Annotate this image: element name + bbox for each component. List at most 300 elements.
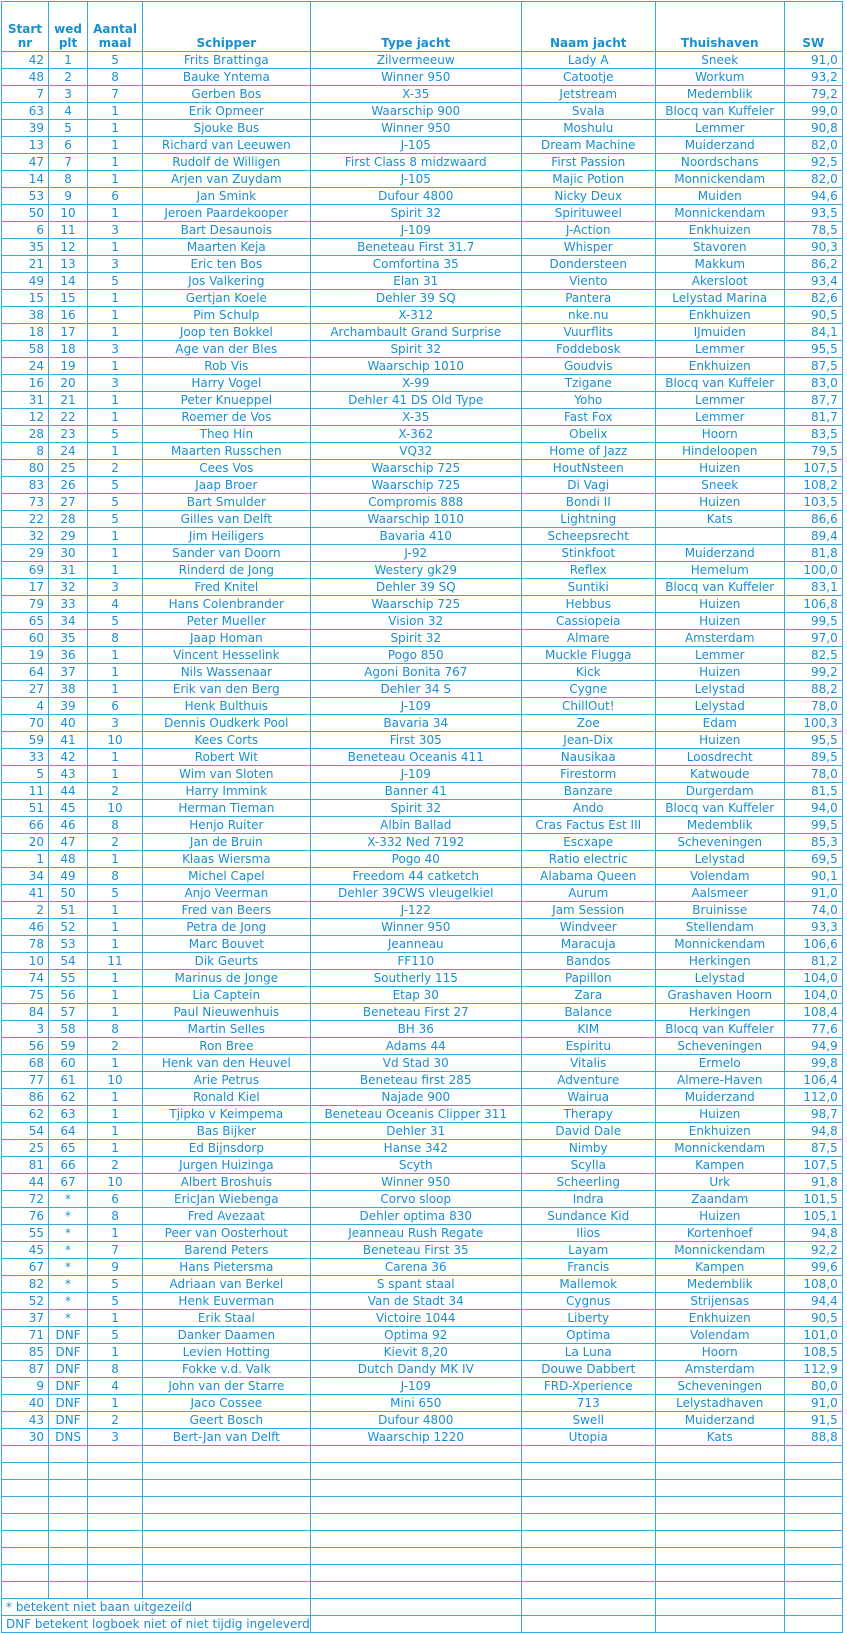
naam-jacht-cell: Espiritu xyxy=(521,1038,655,1055)
start-nr-cell: 15 xyxy=(2,290,49,307)
thuishaven-cell: Edam xyxy=(655,715,784,732)
aantal-maal-cell: 1 xyxy=(88,137,143,154)
wed-plt-cell: 31 xyxy=(48,562,87,579)
aantal-maal-cell: 1 xyxy=(88,103,143,120)
start-nr-cell: 59 xyxy=(2,732,49,749)
naam-jacht-cell: Wairua xyxy=(521,1089,655,1106)
naam-jacht-cell: Swell xyxy=(521,1412,655,1429)
schipper-cell: Anjo Veerman xyxy=(142,885,310,902)
start-nr-cell: 39 xyxy=(2,120,49,137)
naam-jacht-cell: Firestorm xyxy=(521,766,655,783)
aantal-maal-cell: 1 xyxy=(88,290,143,307)
schipper-cell: Erik Opmeer xyxy=(142,103,310,120)
thuishaven-cell: Huizen xyxy=(655,1106,784,1123)
sw-cell: 99,0 xyxy=(784,103,842,120)
table-row xyxy=(2,562,843,579)
type-jacht-cell: Compromis 888 xyxy=(310,494,521,511)
empty-cell xyxy=(784,1531,842,1548)
sw-cell: 103,5 xyxy=(784,494,842,511)
wed-plt-cell: DNF xyxy=(48,1361,87,1378)
table-row xyxy=(2,902,843,919)
thuishaven-cell: Herkingen xyxy=(655,953,784,970)
naam-jacht-cell: Escxape xyxy=(521,834,655,851)
thuishaven-cell: Almere-Haven xyxy=(655,1072,784,1089)
type-jacht-cell: Beneteau Oceanis 411 xyxy=(310,749,521,766)
start-nr-cell: 71 xyxy=(2,1327,49,1344)
start-nr-cell: 79 xyxy=(2,596,49,613)
aantal-maal-cell: 1 xyxy=(88,902,143,919)
thuishaven-cell: Sneek xyxy=(655,477,784,494)
sw-cell: 97,0 xyxy=(784,630,842,647)
schipper-cell: Erik van den Berg xyxy=(142,681,310,698)
type-jacht-cell: Dehler 39CWS vleugelkiel xyxy=(310,885,521,902)
wed-plt-cell: 14 xyxy=(48,273,87,290)
table-row xyxy=(2,596,843,613)
start-nr-cell: 32 xyxy=(2,528,49,545)
empty-cell xyxy=(48,1548,87,1565)
naam-jacht-cell: Svala xyxy=(521,103,655,120)
empty-cell xyxy=(2,1582,49,1599)
table-row xyxy=(2,1242,843,1259)
naam-jacht-cell: Kick xyxy=(521,664,655,681)
sw-cell: 95,5 xyxy=(784,732,842,749)
empty-cell xyxy=(310,1514,521,1531)
type-jacht-cell: Waarschip 725 xyxy=(310,460,521,477)
start-nr-cell: 49 xyxy=(2,273,49,290)
type-jacht-cell: Southerly 115 xyxy=(310,970,521,987)
start-nr-cell: 18 xyxy=(2,324,49,341)
table-row xyxy=(2,1089,843,1106)
empty-cell xyxy=(142,1497,310,1514)
start-nr-cell: 66 xyxy=(2,817,49,834)
sw-cell: 81,5 xyxy=(784,783,842,800)
wed-plt-cell: 16 xyxy=(48,307,87,324)
empty-cell xyxy=(142,1582,310,1599)
sw-cell: 107,5 xyxy=(784,1157,842,1174)
naam-jacht-cell: 713 xyxy=(521,1395,655,1412)
aantal-maal-cell: 5 xyxy=(88,52,143,69)
schipper-cell: Maarten Russchen xyxy=(142,443,310,460)
empty-row xyxy=(2,1565,843,1582)
wed-plt-cell: 47 xyxy=(48,834,87,851)
aantal-maal-cell: 1 xyxy=(88,358,143,375)
start-nr-cell: 40 xyxy=(2,1395,49,1412)
aantal-maal-cell: 10 xyxy=(88,732,143,749)
sw-cell: 82,6 xyxy=(784,290,842,307)
aantal-maal-cell: 6 xyxy=(88,1191,143,1208)
start-nr-cell: 31 xyxy=(2,392,49,409)
start-nr-cell: 1 xyxy=(2,851,49,868)
schipper-cell: Kees Corts xyxy=(142,732,310,749)
naam-jacht-cell: Jean-Dix xyxy=(521,732,655,749)
thuishaven-cell: Blocq van Kuffeler xyxy=(655,579,784,596)
schipper-cell: Richard van Leeuwen xyxy=(142,137,310,154)
wed-plt-cell: DNF xyxy=(48,1344,87,1361)
schipper-cell: Fred Knitel xyxy=(142,579,310,596)
thuishaven-cell: Monnickendam xyxy=(655,1242,784,1259)
aantal-maal-cell: 8 xyxy=(88,868,143,885)
empty-cell xyxy=(784,1497,842,1514)
empty-cell xyxy=(521,1599,655,1616)
start-nr-cell: 80 xyxy=(2,460,49,477)
empty-cell xyxy=(784,1463,842,1480)
type-jacht-cell: J-122 xyxy=(310,902,521,919)
start-nr-cell: 78 xyxy=(2,936,49,953)
schipper-cell: Dik Geurts xyxy=(142,953,310,970)
naam-jacht-cell: Tzigane xyxy=(521,375,655,392)
schipper-cell: Fred Avezaat xyxy=(142,1208,310,1225)
wed-plt-cell: 60 xyxy=(48,1055,87,1072)
thuishaven-cell: Strijensas xyxy=(655,1293,784,1310)
aantal-maal-cell: 5 xyxy=(88,1327,143,1344)
naam-jacht-cell: J-Action xyxy=(521,222,655,239)
schipper-cell: Albert Broshuis xyxy=(142,1174,310,1191)
sw-cell: 94,4 xyxy=(784,1293,842,1310)
footnote-text: DNF betekent logboek niet of niet tijdig ingeleverd xyxy=(2,1616,311,1633)
sw-cell: 83,5 xyxy=(784,426,842,443)
thuishaven-cell: Aalsmeer xyxy=(655,885,784,902)
sw-cell: 78,0 xyxy=(784,698,842,715)
start-nr-cell: 55 xyxy=(2,1225,49,1242)
sw-cell: 100,0 xyxy=(784,562,842,579)
sw-cell: 87,5 xyxy=(784,1140,842,1157)
start-nr-cell: 75 xyxy=(2,987,49,1004)
wed-plt-cell: 5 xyxy=(48,120,87,137)
empty-cell xyxy=(310,1616,521,1633)
naam-jacht-cell: Scylla xyxy=(521,1157,655,1174)
thuishaven-cell: Katwoude xyxy=(655,766,784,783)
aantal-maal-cell: 1 xyxy=(88,392,143,409)
thuishaven-cell: Kortenhoef xyxy=(655,1225,784,1242)
sw-cell: 93,4 xyxy=(784,273,842,290)
naam-jacht-cell: FRD-Xperience xyxy=(521,1378,655,1395)
naam-jacht-cell: Balance xyxy=(521,1004,655,1021)
type-jacht-cell: Beneteau first 285 xyxy=(310,1072,521,1089)
wed-plt-cell: 55 xyxy=(48,970,87,987)
start-nr-cell: 16 xyxy=(2,375,49,392)
thuishaven-cell: Kats xyxy=(655,511,784,528)
empty-row xyxy=(2,1548,843,1565)
schipper-cell: Rinderd de Jong xyxy=(142,562,310,579)
empty-row xyxy=(2,1463,843,1480)
schipper-cell: Bart Smulder xyxy=(142,494,310,511)
thuishaven-cell: Muiderzand xyxy=(655,137,784,154)
empty-cell xyxy=(48,1514,87,1531)
aantal-maal-cell: 8 xyxy=(88,1021,143,1038)
naam-jacht-cell: Lady A xyxy=(521,52,655,69)
thuishaven-cell: Stavoren xyxy=(655,239,784,256)
empty-row xyxy=(2,1582,843,1599)
type-jacht-cell: Dehler 39 SQ xyxy=(310,579,521,596)
empty-cell xyxy=(310,1582,521,1599)
table-row xyxy=(2,460,843,477)
type-jacht-cell: Victoire 1044 xyxy=(310,1310,521,1327)
naam-jacht-cell: Goudvis xyxy=(521,358,655,375)
thuishaven-cell: Muiden xyxy=(655,188,784,205)
sw-cell: 105,1 xyxy=(784,1208,842,1225)
aantal-maal-cell: 1 xyxy=(88,1310,143,1327)
start-nr-cell: 17 xyxy=(2,579,49,596)
empty-cell xyxy=(655,1548,784,1565)
start-nr-cell: 10 xyxy=(2,953,49,970)
table-row xyxy=(2,834,843,851)
table-row xyxy=(2,1412,843,1429)
table-row xyxy=(2,630,843,647)
table-row xyxy=(2,222,843,239)
start-nr-cell: 21 xyxy=(2,256,49,273)
schipper-cell: Maarten Keja xyxy=(142,239,310,256)
sw-cell: 104,0 xyxy=(784,987,842,1004)
wed-plt-cell: 58 xyxy=(48,1021,87,1038)
empty-cell xyxy=(142,1531,310,1548)
wed-plt-cell: 18 xyxy=(48,341,87,358)
thuishaven-cell: Ermelo xyxy=(655,1055,784,1072)
schipper-cell: John van der Starre xyxy=(142,1378,310,1395)
type-jacht-cell: J-105 xyxy=(310,137,521,154)
type-jacht-cell: Agoni Bonita 767 xyxy=(310,664,521,681)
empty-cell xyxy=(655,1497,784,1514)
schipper-cell: Gerben Bos xyxy=(142,86,310,103)
naam-jacht-cell: Home of Jazz xyxy=(521,443,655,460)
empty-cell xyxy=(88,1514,143,1531)
sw-cell: 80,0 xyxy=(784,1378,842,1395)
wed-plt-cell: 37 xyxy=(48,664,87,681)
sw-cell: 99,5 xyxy=(784,817,842,834)
naam-jacht-cell: Fast Fox xyxy=(521,409,655,426)
start-nr-cell: 82 xyxy=(2,1276,49,1293)
aantal-maal-cell: 8 xyxy=(88,69,143,86)
table-row xyxy=(2,307,843,324)
start-nr-cell: 74 xyxy=(2,970,49,987)
empty-cell xyxy=(784,1548,842,1565)
wed-plt-cell: 6 xyxy=(48,137,87,154)
type-jacht-cell: Najade 900 xyxy=(310,1089,521,1106)
thuishaven-cell: Huizen xyxy=(655,664,784,681)
type-jacht-cell: Dufour 4800 xyxy=(310,1412,521,1429)
wed-plt-cell: 40 xyxy=(48,715,87,732)
schipper-cell: Nils Wassenaar xyxy=(142,664,310,681)
start-nr-cell: 25 xyxy=(2,1140,49,1157)
wed-plt-cell: 1 xyxy=(48,52,87,69)
type-jacht-cell: Scyth xyxy=(310,1157,521,1174)
aantal-maal-cell: 6 xyxy=(88,188,143,205)
wed-plt-cell: 7 xyxy=(48,154,87,171)
naam-jacht-cell: Banzare xyxy=(521,783,655,800)
type-jacht-cell: Pogo 850 xyxy=(310,647,521,664)
type-jacht-cell: Beneteau First 27 xyxy=(310,1004,521,1021)
aantal-maal-cell: 1 xyxy=(88,1089,143,1106)
type-jacht-cell: Hanse 342 xyxy=(310,1140,521,1157)
empty-row xyxy=(2,1514,843,1531)
thuishaven-cell: Huizen xyxy=(655,1208,784,1225)
wed-plt-cell: 22 xyxy=(48,409,87,426)
aantal-maal-cell: 1 xyxy=(88,307,143,324)
start-nr-cell: 46 xyxy=(2,919,49,936)
thuishaven-cell: Volendam xyxy=(655,1327,784,1344)
sw-cell: 86,2 xyxy=(784,256,842,273)
table-row xyxy=(2,1361,843,1378)
thuishaven-cell: Blocq van Kuffeler xyxy=(655,1021,784,1038)
table-row xyxy=(2,783,843,800)
thuishaven-cell: Zaandam xyxy=(655,1191,784,1208)
sw-cell: 108,2 xyxy=(784,477,842,494)
type-jacht-cell: Zilvermeeuw xyxy=(310,52,521,69)
sw-cell: 95,5 xyxy=(784,341,842,358)
type-jacht-cell: Dehler 39 SQ xyxy=(310,290,521,307)
type-jacht-cell: Dutch Dandy MK IV xyxy=(310,1361,521,1378)
naam-jacht-cell: Catootje xyxy=(521,69,655,86)
start-nr-cell: 20 xyxy=(2,834,49,851)
naam-jacht-cell: Mallemok xyxy=(521,1276,655,1293)
type-jacht-cell: J-105 xyxy=(310,171,521,188)
schipper-cell: Peter Mueller xyxy=(142,613,310,630)
wed-plt-cell: 65 xyxy=(48,1140,87,1157)
start-nr-cell: 69 xyxy=(2,562,49,579)
footnote-row xyxy=(2,1616,843,1633)
wed-plt-cell: 67 xyxy=(48,1174,87,1191)
thuishaven-cell: Enkhuizen xyxy=(655,307,784,324)
type-jacht-cell: Bavaria 410 xyxy=(310,528,521,545)
schipper-cell: Sander van Doorn xyxy=(142,545,310,562)
sw-cell: 91,5 xyxy=(784,1412,842,1429)
empty-row xyxy=(2,1531,843,1548)
wed-plt-cell: 45 xyxy=(48,800,87,817)
empty-cell xyxy=(521,1582,655,1599)
aantal-maal-cell: 1 xyxy=(88,749,143,766)
empty-cell xyxy=(784,1446,842,1463)
thuishaven-cell: Lelystad xyxy=(655,851,784,868)
table-row xyxy=(2,1123,843,1140)
start-nr-cell: 7 xyxy=(2,86,49,103)
table-row xyxy=(2,851,843,868)
aantal-maal-cell: 1 xyxy=(88,1055,143,1072)
type-jacht-cell: Banner 41 xyxy=(310,783,521,800)
aantal-maal-cell: 1 xyxy=(88,919,143,936)
aantal-maal-cell: 3 xyxy=(88,375,143,392)
start-nr-cell: 27 xyxy=(2,681,49,698)
aantal-maal-cell: 4 xyxy=(88,1378,143,1395)
table-row xyxy=(2,1429,843,1446)
empty-cell xyxy=(521,1497,655,1514)
sw-cell: 83,0 xyxy=(784,375,842,392)
empty-cell xyxy=(48,1497,87,1514)
type-jacht-cell: Mini 650 xyxy=(310,1395,521,1412)
schipper-cell: Jaap Homan xyxy=(142,630,310,647)
start-nr-cell: 83 xyxy=(2,477,49,494)
sw-cell: 90,5 xyxy=(784,1310,842,1327)
table-row xyxy=(2,1310,843,1327)
wed-plt-cell: * xyxy=(48,1191,87,1208)
table-row xyxy=(2,613,843,630)
wed-plt-cell: 26 xyxy=(48,477,87,494)
naam-jacht-cell: Di Vagi xyxy=(521,477,655,494)
start-nr-cell: 56 xyxy=(2,1038,49,1055)
type-jacht-cell: Adams 44 xyxy=(310,1038,521,1055)
aantal-maal-cell: 1 xyxy=(88,1140,143,1157)
type-jacht-cell: Albin Ballad xyxy=(310,817,521,834)
thuishaven-cell: Hindeloopen xyxy=(655,443,784,460)
naam-jacht-cell: ChillOut! xyxy=(521,698,655,715)
table-row xyxy=(2,1038,843,1055)
naam-jacht-cell: Moshulu xyxy=(521,120,655,137)
sw-cell: 79,2 xyxy=(784,86,842,103)
aantal-maal-cell: 5 xyxy=(88,477,143,494)
empty-cell xyxy=(310,1548,521,1565)
sw-cell: 85,3 xyxy=(784,834,842,851)
naam-jacht-cell: Nausikaa xyxy=(521,749,655,766)
thuishaven-cell: Noordschans xyxy=(655,154,784,171)
aantal-maal-cell: 2 xyxy=(88,783,143,800)
naam-jacht-cell: Stinkfoot xyxy=(521,545,655,562)
empty-cell xyxy=(2,1497,49,1514)
type-jacht-cell: X-362 xyxy=(310,426,521,443)
wed-plt-cell: 25 xyxy=(48,460,87,477)
thuishaven-cell: Huizen xyxy=(655,732,784,749)
naam-jacht-cell: Adventure xyxy=(521,1072,655,1089)
thuishaven-cell: Durgerdam xyxy=(655,783,784,800)
schipper-cell: Sjouke Bus xyxy=(142,120,310,137)
wed-plt-cell: DNF xyxy=(48,1412,87,1429)
thuishaven-cell: Monnickendam xyxy=(655,1140,784,1157)
empty-cell xyxy=(521,1463,655,1480)
start-nr-cell: 38 xyxy=(2,307,49,324)
naam-jacht-cell: Dondersteen xyxy=(521,256,655,273)
thuishaven-cell: Kampen xyxy=(655,1259,784,1276)
thuishaven-cell: Monnickendam xyxy=(655,936,784,953)
type-jacht-cell: Waarschip 1220 xyxy=(310,1429,521,1446)
sw-cell: 100,3 xyxy=(784,715,842,732)
naam-jacht-cell: Dream Machine xyxy=(521,137,655,154)
aantal-maal-cell: 6 xyxy=(88,698,143,715)
wed-plt-cell: * xyxy=(48,1293,87,1310)
sw-cell: 81,8 xyxy=(784,545,842,562)
naam-jacht-cell: Nicky Deux xyxy=(521,188,655,205)
schipper-cell: Michel Capel xyxy=(142,868,310,885)
start-nr-cell: 81 xyxy=(2,1157,49,1174)
table-row xyxy=(2,375,843,392)
naam-jacht-cell: La Luna xyxy=(521,1344,655,1361)
sw-cell: 94,8 xyxy=(784,1123,842,1140)
start-nr-cell: 34 xyxy=(2,868,49,885)
naam-jacht-cell: Majic Potion xyxy=(521,171,655,188)
wed-plt-cell: 42 xyxy=(48,749,87,766)
type-jacht-cell: J-92 xyxy=(310,545,521,562)
table-row xyxy=(2,154,843,171)
aantal-maal-cell: 8 xyxy=(88,1361,143,1378)
sw-cell: 87,7 xyxy=(784,392,842,409)
schipper-cell: Henk van den Heuvel xyxy=(142,1055,310,1072)
wed-plt-cell: 43 xyxy=(48,766,87,783)
start-nr-cell: 62 xyxy=(2,1106,49,1123)
schipper-cell: Hans Colenbrander xyxy=(142,596,310,613)
type-jacht-cell: Waarschip 900 xyxy=(310,103,521,120)
table-row xyxy=(2,1055,843,1072)
thuishaven-cell: Huizen xyxy=(655,460,784,477)
empty-cell xyxy=(142,1565,310,1582)
sw-cell: 90,5 xyxy=(784,307,842,324)
start-nr-cell: 76 xyxy=(2,1208,49,1225)
sw-cell: 91,0 xyxy=(784,885,842,902)
empty-cell xyxy=(655,1480,784,1497)
sw-cell: 104,0 xyxy=(784,970,842,987)
thuishaven-cell: Amsterdam xyxy=(655,1361,784,1378)
type-jacht-cell: S spant staal xyxy=(310,1276,521,1293)
type-jacht-cell: Dehler 41 DS Old Type xyxy=(310,392,521,409)
empty-cell xyxy=(655,1514,784,1531)
wed-plt-cell: * xyxy=(48,1310,87,1327)
naam-jacht-cell: Papillon xyxy=(521,970,655,987)
empty-row xyxy=(2,1446,843,1463)
